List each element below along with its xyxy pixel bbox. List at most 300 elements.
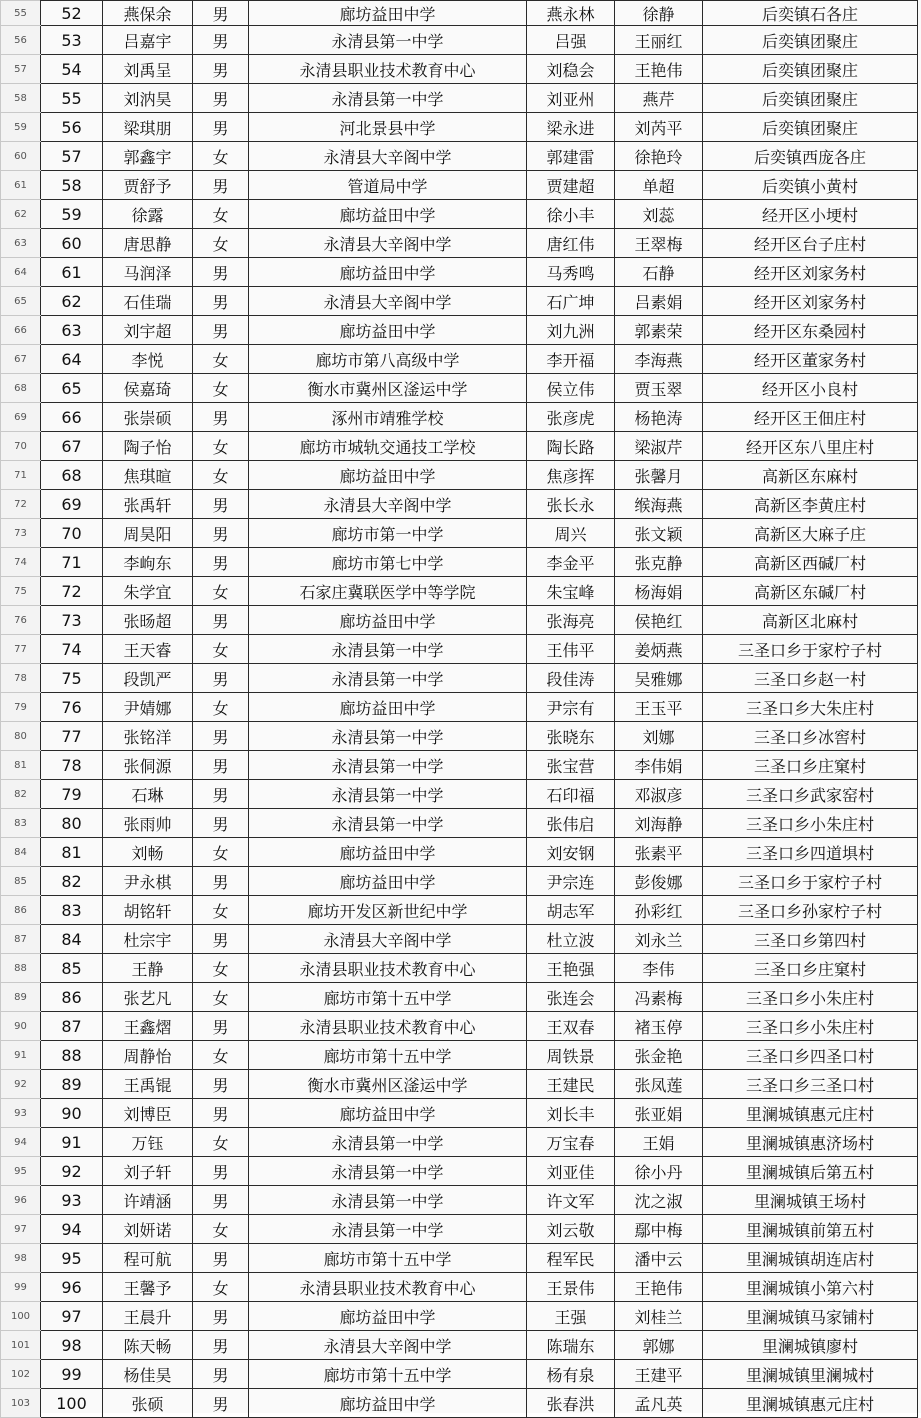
- mother-name-cell[interactable]: 李伟: [615, 954, 703, 983]
- mother-name-cell[interactable]: 张凤莲: [615, 1070, 703, 1099]
- serial-number-cell[interactable]: 64: [41, 345, 103, 374]
- school-cell[interactable]: 永清县第一中学: [249, 809, 527, 838]
- serial-number-cell[interactable]: 100: [41, 1389, 103, 1418]
- serial-number-cell[interactable]: 74: [41, 635, 103, 664]
- school-cell[interactable]: 廊坊益田中学: [249, 1302, 527, 1331]
- gender-cell[interactable]: 男: [193, 55, 249, 84]
- row-header-cell[interactable]: 78: [1, 664, 41, 693]
- student-name-cell[interactable]: 刘子轩: [103, 1157, 193, 1186]
- row-header-cell[interactable]: 61: [1, 171, 41, 200]
- serial-number-cell[interactable]: 54: [41, 55, 103, 84]
- address-cell[interactable]: 三圣口乡于家柠子村: [703, 635, 918, 664]
- student-name-cell[interactable]: 张铭洋: [103, 722, 193, 751]
- school-cell[interactable]: 廊坊益田中学: [249, 1099, 527, 1128]
- address-cell[interactable]: 经开区王佃庄村: [703, 403, 918, 432]
- mother-name-cell[interactable]: 李伟娟: [615, 751, 703, 780]
- student-name-cell[interactable]: 王禹锟: [103, 1070, 193, 1099]
- address-cell[interactable]: 后奕镇石各庄: [703, 1, 918, 26]
- row-header-cell[interactable]: 69: [1, 403, 41, 432]
- school-cell[interactable]: 廊坊市第十五中学: [249, 983, 527, 1012]
- student-name-cell[interactable]: 张侗源: [103, 751, 193, 780]
- mother-name-cell[interactable]: 刘娜: [615, 722, 703, 751]
- student-name-cell[interactable]: 朱学宜: [103, 577, 193, 606]
- gender-cell[interactable]: 女: [193, 142, 249, 171]
- address-cell[interactable]: 三圣口乡庄窠村: [703, 751, 918, 780]
- student-name-cell[interactable]: 贾舒予: [103, 171, 193, 200]
- father-name-cell[interactable]: 石广坤: [527, 287, 615, 316]
- mother-name-cell[interactable]: 吴雅娜: [615, 664, 703, 693]
- serial-number-cell[interactable]: 57: [41, 142, 103, 171]
- mother-name-cell[interactable]: 吕素娟: [615, 287, 703, 316]
- gender-cell[interactable]: 男: [193, 1099, 249, 1128]
- address-cell[interactable]: 经开区东八里庄村: [703, 432, 918, 461]
- mother-name-cell[interactable]: 单超: [615, 171, 703, 200]
- school-cell[interactable]: 管道局中学: [249, 171, 527, 200]
- gender-cell[interactable]: 女: [193, 200, 249, 229]
- student-name-cell[interactable]: 王晨升: [103, 1302, 193, 1331]
- student-name-cell[interactable]: 周昊阳: [103, 519, 193, 548]
- father-name-cell[interactable]: 贾建超: [527, 171, 615, 200]
- father-name-cell[interactable]: 朱宝峰: [527, 577, 615, 606]
- row-header-cell[interactable]: 85: [1, 867, 41, 896]
- address-cell[interactable]: 里澜城镇惠济场村: [703, 1128, 918, 1157]
- address-cell[interactable]: 三圣口乡于家柠子村: [703, 867, 918, 896]
- serial-number-cell[interactable]: 53: [41, 26, 103, 55]
- serial-number-cell[interactable]: 70: [41, 519, 103, 548]
- father-name-cell[interactable]: 张晓东: [527, 722, 615, 751]
- address-cell[interactable]: 高新区北麻村: [703, 606, 918, 635]
- serial-number-cell[interactable]: 68: [41, 461, 103, 490]
- student-name-cell[interactable]: 刘禹呈: [103, 55, 193, 84]
- address-cell[interactable]: 三圣口乡小朱庄村: [703, 983, 918, 1012]
- school-cell[interactable]: 涿州市靖雅学校: [249, 403, 527, 432]
- father-name-cell[interactable]: 杨有泉: [527, 1360, 615, 1389]
- mother-name-cell[interactable]: 缑海燕: [615, 490, 703, 519]
- mother-name-cell[interactable]: 杨海娟: [615, 577, 703, 606]
- gender-cell[interactable]: 女: [193, 1273, 249, 1302]
- serial-number-cell[interactable]: 63: [41, 316, 103, 345]
- serial-number-cell[interactable]: 92: [41, 1157, 103, 1186]
- student-name-cell[interactable]: 燕保余: [103, 1, 193, 26]
- school-cell[interactable]: 廊坊开发区新世纪中学: [249, 896, 527, 925]
- row-header-cell[interactable]: 74: [1, 548, 41, 577]
- mother-name-cell[interactable]: 徐静: [615, 1, 703, 26]
- row-header-cell[interactable]: 83: [1, 809, 41, 838]
- address-cell[interactable]: 三圣口乡第四村: [703, 925, 918, 954]
- gender-cell[interactable]: 女: [193, 577, 249, 606]
- gender-cell[interactable]: 男: [193, 722, 249, 751]
- row-header-cell[interactable]: 95: [1, 1157, 41, 1186]
- row-header-cell[interactable]: 91: [1, 1041, 41, 1070]
- address-cell[interactable]: 里澜城镇胡连店村: [703, 1244, 918, 1273]
- gender-cell[interactable]: 男: [193, 1157, 249, 1186]
- gender-cell[interactable]: 男: [193, 780, 249, 809]
- mother-name-cell[interactable]: 刘永兰: [615, 925, 703, 954]
- address-cell[interactable]: 经开区东桑园村: [703, 316, 918, 345]
- student-name-cell[interactable]: 徐露: [103, 200, 193, 229]
- serial-number-cell[interactable]: 65: [41, 374, 103, 403]
- mother-name-cell[interactable]: 王艳伟: [615, 1273, 703, 1302]
- row-header-cell[interactable]: 76: [1, 606, 41, 635]
- address-cell[interactable]: 后奕镇团聚庄: [703, 113, 918, 142]
- mother-name-cell[interactable]: 燕芹: [615, 84, 703, 113]
- serial-number-cell[interactable]: 56: [41, 113, 103, 142]
- student-name-cell[interactable]: 刘博臣: [103, 1099, 193, 1128]
- student-name-cell[interactable]: 张硕: [103, 1389, 193, 1418]
- serial-number-cell[interactable]: 67: [41, 432, 103, 461]
- school-cell[interactable]: 廊坊市城轨交通技工学校: [249, 432, 527, 461]
- father-name-cell[interactable]: 周铁景: [527, 1041, 615, 1070]
- row-header-cell[interactable]: 103: [1, 1389, 41, 1418]
- school-cell[interactable]: 衡水市冀州区滏运中学: [249, 374, 527, 403]
- father-name-cell[interactable]: 李开福: [527, 345, 615, 374]
- student-name-cell[interactable]: 石佳瑞: [103, 287, 193, 316]
- row-header-cell[interactable]: 84: [1, 838, 41, 867]
- gender-cell[interactable]: 男: [193, 1331, 249, 1360]
- serial-number-cell[interactable]: 55: [41, 84, 103, 113]
- row-header-cell[interactable]: 73: [1, 519, 41, 548]
- serial-number-cell[interactable]: 94: [41, 1215, 103, 1244]
- father-name-cell[interactable]: 王双春: [527, 1012, 615, 1041]
- serial-number-cell[interactable]: 75: [41, 664, 103, 693]
- serial-number-cell[interactable]: 99: [41, 1360, 103, 1389]
- father-name-cell[interactable]: 刘亚佳: [527, 1157, 615, 1186]
- address-cell[interactable]: 里澜城镇小第六村: [703, 1273, 918, 1302]
- school-cell[interactable]: 永清县职业技术教育中心: [249, 1012, 527, 1041]
- student-name-cell[interactable]: 段凯严: [103, 664, 193, 693]
- address-cell[interactable]: 经开区台子庄村: [703, 229, 918, 258]
- serial-number-cell[interactable]: 97: [41, 1302, 103, 1331]
- row-header-cell[interactable]: 93: [1, 1099, 41, 1128]
- address-cell[interactable]: 三圣口乡庄窠村: [703, 954, 918, 983]
- father-name-cell[interactable]: 王伟平: [527, 635, 615, 664]
- mother-name-cell[interactable]: 冯素梅: [615, 983, 703, 1012]
- school-cell[interactable]: 永清县第一中学: [249, 26, 527, 55]
- serial-number-cell[interactable]: 78: [41, 751, 103, 780]
- serial-number-cell[interactable]: 85: [41, 954, 103, 983]
- father-name-cell[interactable]: 杜立波: [527, 925, 615, 954]
- student-name-cell[interactable]: 刘汭昊: [103, 84, 193, 113]
- gender-cell[interactable]: 男: [193, 1302, 249, 1331]
- father-name-cell[interactable]: 陈瑞东: [527, 1331, 615, 1360]
- gender-cell[interactable]: 男: [193, 316, 249, 345]
- mother-name-cell[interactable]: 贾玉翠: [615, 374, 703, 403]
- row-header-cell[interactable]: 94: [1, 1128, 41, 1157]
- school-cell[interactable]: 永清县第一中学: [249, 722, 527, 751]
- address-cell[interactable]: 高新区东麻村: [703, 461, 918, 490]
- row-header-cell[interactable]: 80: [1, 722, 41, 751]
- student-name-cell[interactable]: 胡铭轩: [103, 896, 193, 925]
- school-cell[interactable]: 廊坊市第十五中学: [249, 1244, 527, 1273]
- address-cell[interactable]: 三圣口乡四圣口村: [703, 1041, 918, 1070]
- serial-number-cell[interactable]: 87: [41, 1012, 103, 1041]
- father-name-cell[interactable]: 王艳强: [527, 954, 615, 983]
- row-header-cell[interactable]: 66: [1, 316, 41, 345]
- gender-cell[interactable]: 男: [193, 751, 249, 780]
- serial-number-cell[interactable]: 83: [41, 896, 103, 925]
- mother-name-cell[interactable]: 石静: [615, 258, 703, 287]
- father-name-cell[interactable]: 张海亮: [527, 606, 615, 635]
- father-name-cell[interactable]: 梁永进: [527, 113, 615, 142]
- gender-cell[interactable]: 女: [193, 345, 249, 374]
- row-header-cell[interactable]: 96: [1, 1186, 41, 1215]
- gender-cell[interactable]: 男: [193, 1012, 249, 1041]
- gender-cell[interactable]: 男: [193, 1, 249, 26]
- school-cell[interactable]: 永清县第一中学: [249, 1128, 527, 1157]
- student-name-cell[interactable]: 程可航: [103, 1244, 193, 1273]
- gender-cell[interactable]: 女: [193, 983, 249, 1012]
- student-name-cell[interactable]: 张崇硕: [103, 403, 193, 432]
- address-cell[interactable]: 后奕镇小黄村: [703, 171, 918, 200]
- row-header-cell[interactable]: 77: [1, 635, 41, 664]
- father-name-cell[interactable]: 尹宗有: [527, 693, 615, 722]
- serial-number-cell[interactable]: 82: [41, 867, 103, 896]
- student-name-cell[interactable]: 张禹轩: [103, 490, 193, 519]
- student-name-cell[interactable]: 石琳: [103, 780, 193, 809]
- student-name-cell[interactable]: 王鑫熠: [103, 1012, 193, 1041]
- mother-name-cell[interactable]: 鄢中梅: [615, 1215, 703, 1244]
- father-name-cell[interactable]: 刘安钢: [527, 838, 615, 867]
- row-header-cell[interactable]: 59: [1, 113, 41, 142]
- mother-name-cell[interactable]: 杨艳涛: [615, 403, 703, 432]
- serial-number-cell[interactable]: 96: [41, 1273, 103, 1302]
- mother-name-cell[interactable]: 张金艳: [615, 1041, 703, 1070]
- school-cell[interactable]: 石家庄冀联医学中等学院: [249, 577, 527, 606]
- serial-number-cell[interactable]: 89: [41, 1070, 103, 1099]
- father-name-cell[interactable]: 刘云敬: [527, 1215, 615, 1244]
- row-header-cell[interactable]: 87: [1, 925, 41, 954]
- mother-name-cell[interactable]: 侯艳红: [615, 606, 703, 635]
- student-name-cell[interactable]: 万钰: [103, 1128, 193, 1157]
- gender-cell[interactable]: 女: [193, 374, 249, 403]
- father-name-cell[interactable]: 马秀鸣: [527, 258, 615, 287]
- serial-number-cell[interactable]: 98: [41, 1331, 103, 1360]
- gender-cell[interactable]: 男: [193, 548, 249, 577]
- serial-number-cell[interactable]: 59: [41, 200, 103, 229]
- address-cell[interactable]: 高新区大麻子庄: [703, 519, 918, 548]
- row-header-cell[interactable]: 60: [1, 142, 41, 171]
- serial-number-cell[interactable]: 62: [41, 287, 103, 316]
- school-cell[interactable]: 廊坊益田中学: [249, 200, 527, 229]
- school-cell[interactable]: 廊坊益田中学: [249, 606, 527, 635]
- mother-name-cell[interactable]: 孙彩红: [615, 896, 703, 925]
- gender-cell[interactable]: 女: [193, 432, 249, 461]
- father-name-cell[interactable]: 陶长路: [527, 432, 615, 461]
- row-header-cell[interactable]: 65: [1, 287, 41, 316]
- mother-name-cell[interactable]: 潘中云: [615, 1244, 703, 1273]
- mother-name-cell[interactable]: 张亚娟: [615, 1099, 703, 1128]
- serial-number-cell[interactable]: 80: [41, 809, 103, 838]
- father-name-cell[interactable]: 张宝营: [527, 751, 615, 780]
- serial-number-cell[interactable]: 84: [41, 925, 103, 954]
- father-name-cell[interactable]: 王建民: [527, 1070, 615, 1099]
- school-cell[interactable]: 永清县职业技术教育中心: [249, 1273, 527, 1302]
- row-header-cell[interactable]: 97: [1, 1215, 41, 1244]
- row-header-cell[interactable]: 88: [1, 954, 41, 983]
- address-cell[interactable]: 三圣口乡大朱庄村: [703, 693, 918, 722]
- student-name-cell[interactable]: 张旸超: [103, 606, 193, 635]
- address-cell[interactable]: 三圣口乡小朱庄村: [703, 1012, 918, 1041]
- student-name-cell[interactable]: 王静: [103, 954, 193, 983]
- father-name-cell[interactable]: 张长永: [527, 490, 615, 519]
- school-cell[interactable]: 廊坊市第十五中学: [249, 1360, 527, 1389]
- mother-name-cell[interactable]: 王丽红: [615, 26, 703, 55]
- father-name-cell[interactable]: 燕永林: [527, 1, 615, 26]
- school-cell[interactable]: 廊坊益田中学: [249, 316, 527, 345]
- school-cell[interactable]: 廊坊益田中学: [249, 867, 527, 896]
- father-name-cell[interactable]: 吕强: [527, 26, 615, 55]
- serial-number-cell[interactable]: 76: [41, 693, 103, 722]
- address-cell[interactable]: 经开区刘家务村: [703, 287, 918, 316]
- serial-number-cell[interactable]: 66: [41, 403, 103, 432]
- father-name-cell[interactable]: 焦彦挥: [527, 461, 615, 490]
- school-cell[interactable]: 永清县第一中学: [249, 751, 527, 780]
- mother-name-cell[interactable]: 张馨月: [615, 461, 703, 490]
- father-name-cell[interactable]: 胡志军: [527, 896, 615, 925]
- serial-number-cell[interactable]: 52: [41, 1, 103, 26]
- father-name-cell[interactable]: 刘九洲: [527, 316, 615, 345]
- address-cell[interactable]: 三圣口乡小朱庄村: [703, 809, 918, 838]
- row-header-cell[interactable]: 75: [1, 577, 41, 606]
- row-header-cell[interactable]: 81: [1, 751, 41, 780]
- row-header-cell[interactable]: 64: [1, 258, 41, 287]
- gender-cell[interactable]: 女: [193, 1041, 249, 1070]
- mother-name-cell[interactable]: 郭素荣: [615, 316, 703, 345]
- row-header-cell[interactable]: 71: [1, 461, 41, 490]
- mother-name-cell[interactable]: 刘桂兰: [615, 1302, 703, 1331]
- address-cell[interactable]: 经开区小良村: [703, 374, 918, 403]
- school-cell[interactable]: 河北景县中学: [249, 113, 527, 142]
- student-name-cell[interactable]: 张雨帅: [103, 809, 193, 838]
- gender-cell[interactable]: 女: [193, 896, 249, 925]
- serial-number-cell[interactable]: 77: [41, 722, 103, 751]
- school-cell[interactable]: 永清县第一中学: [249, 84, 527, 113]
- student-name-cell[interactable]: 李悦: [103, 345, 193, 374]
- address-cell[interactable]: 三圣口乡赵一村: [703, 664, 918, 693]
- mother-name-cell[interactable]: 邓淑彦: [615, 780, 703, 809]
- address-cell[interactable]: 里澜城镇里澜城村: [703, 1360, 918, 1389]
- gender-cell[interactable]: 男: [193, 1070, 249, 1099]
- father-name-cell[interactable]: 石印福: [527, 780, 615, 809]
- school-cell[interactable]: 廊坊益田中学: [249, 1389, 527, 1418]
- mother-name-cell[interactable]: 沈之淑: [615, 1186, 703, 1215]
- address-cell[interactable]: 三圣口乡三圣口村: [703, 1070, 918, 1099]
- serial-number-cell[interactable]: 90: [41, 1099, 103, 1128]
- mother-name-cell[interactable]: 王玉平: [615, 693, 703, 722]
- student-name-cell[interactable]: 侯嘉琦: [103, 374, 193, 403]
- gender-cell[interactable]: 男: [193, 1244, 249, 1273]
- row-header-cell[interactable]: 62: [1, 200, 41, 229]
- school-cell[interactable]: 永清县大辛阁中学: [249, 287, 527, 316]
- row-header-cell[interactable]: 57: [1, 55, 41, 84]
- serial-number-cell[interactable]: 73: [41, 606, 103, 635]
- address-cell[interactable]: 三圣口乡冰窖村: [703, 722, 918, 751]
- student-name-cell[interactable]: 郭鑫宇: [103, 142, 193, 171]
- school-cell[interactable]: 衡水市冀州区滏运中学: [249, 1070, 527, 1099]
- serial-number-cell[interactable]: 61: [41, 258, 103, 287]
- serial-number-cell[interactable]: 95: [41, 1244, 103, 1273]
- serial-number-cell[interactable]: 69: [41, 490, 103, 519]
- row-header-cell[interactable]: 98: [1, 1244, 41, 1273]
- gender-cell[interactable]: 男: [193, 26, 249, 55]
- gender-cell[interactable]: 女: [193, 693, 249, 722]
- school-cell[interactable]: 廊坊市第七中学: [249, 548, 527, 577]
- student-name-cell[interactable]: 王天睿: [103, 635, 193, 664]
- student-name-cell[interactable]: 陶子怡: [103, 432, 193, 461]
- mother-name-cell[interactable]: 刘海静: [615, 809, 703, 838]
- student-name-cell[interactable]: 焦琪暄: [103, 461, 193, 490]
- gender-cell[interactable]: 男: [193, 490, 249, 519]
- address-cell[interactable]: 后奕镇团聚庄: [703, 84, 918, 113]
- mother-name-cell[interactable]: 李海燕: [615, 345, 703, 374]
- school-cell[interactable]: 永清县第一中学: [249, 1186, 527, 1215]
- gender-cell[interactable]: 男: [193, 84, 249, 113]
- father-name-cell[interactable]: 李金平: [527, 548, 615, 577]
- father-name-cell[interactable]: 侯立伟: [527, 374, 615, 403]
- serial-number-cell[interactable]: 72: [41, 577, 103, 606]
- row-header-cell[interactable]: 79: [1, 693, 41, 722]
- mother-name-cell[interactable]: 刘蕊: [615, 200, 703, 229]
- school-cell[interactable]: 永清县大辛阁中学: [249, 1331, 527, 1360]
- student-name-cell[interactable]: 刘宇超: [103, 316, 193, 345]
- gender-cell[interactable]: 女: [193, 838, 249, 867]
- mother-name-cell[interactable]: 徐艳玲: [615, 142, 703, 171]
- row-header-cell[interactable]: 67: [1, 345, 41, 374]
- gender-cell[interactable]: 男: [193, 1360, 249, 1389]
- mother-name-cell[interactable]: 郭娜: [615, 1331, 703, 1360]
- school-cell[interactable]: 廊坊益田中学: [249, 258, 527, 287]
- father-name-cell[interactable]: 张春洪: [527, 1389, 615, 1418]
- school-cell[interactable]: 永清县第一中学: [249, 1215, 527, 1244]
- mother-name-cell[interactable]: 张文颖: [615, 519, 703, 548]
- mother-name-cell[interactable]: 王娟: [615, 1128, 703, 1157]
- gender-cell[interactable]: 女: [193, 1128, 249, 1157]
- address-cell[interactable]: 高新区东碱厂村: [703, 577, 918, 606]
- gender-cell[interactable]: 女: [193, 954, 249, 983]
- serial-number-cell[interactable]: 81: [41, 838, 103, 867]
- row-header-cell[interactable]: 68: [1, 374, 41, 403]
- row-header-cell[interactable]: 101: [1, 1331, 41, 1360]
- student-name-cell[interactable]: 梁琪朋: [103, 113, 193, 142]
- gender-cell[interactable]: 男: [193, 664, 249, 693]
- school-cell[interactable]: 永清县职业技术教育中心: [249, 954, 527, 983]
- school-cell[interactable]: 永清县大辛阁中学: [249, 229, 527, 258]
- father-name-cell[interactable]: 段佳涛: [527, 664, 615, 693]
- student-name-cell[interactable]: 张艺凡: [103, 983, 193, 1012]
- gender-cell[interactable]: 男: [193, 403, 249, 432]
- gender-cell[interactable]: 男: [193, 171, 249, 200]
- address-cell[interactable]: 里澜城镇廖村: [703, 1331, 918, 1360]
- address-cell[interactable]: 经开区董家务村: [703, 345, 918, 374]
- mother-name-cell[interactable]: 王翠梅: [615, 229, 703, 258]
- row-header-cell[interactable]: 102: [1, 1360, 41, 1389]
- father-name-cell[interactable]: 王景伟: [527, 1273, 615, 1302]
- father-name-cell[interactable]: 刘稳会: [527, 55, 615, 84]
- father-name-cell[interactable]: 张彦虎: [527, 403, 615, 432]
- address-cell[interactable]: 三圣口乡孙家柠子村: [703, 896, 918, 925]
- student-name-cell[interactable]: 杨佳昊: [103, 1360, 193, 1389]
- serial-number-cell[interactable]: 79: [41, 780, 103, 809]
- address-cell[interactable]: 里澜城镇惠元庄村: [703, 1099, 918, 1128]
- school-cell[interactable]: 永清县大辛阁中学: [249, 490, 527, 519]
- mother-name-cell[interactable]: 褚玉停: [615, 1012, 703, 1041]
- gender-cell[interactable]: 男: [193, 519, 249, 548]
- row-header-cell[interactable]: 92: [1, 1070, 41, 1099]
- student-name-cell[interactable]: 王馨予: [103, 1273, 193, 1302]
- gender-cell[interactable]: 男: [193, 867, 249, 896]
- student-name-cell[interactable]: 尹永棋: [103, 867, 193, 896]
- father-name-cell[interactable]: 周兴: [527, 519, 615, 548]
